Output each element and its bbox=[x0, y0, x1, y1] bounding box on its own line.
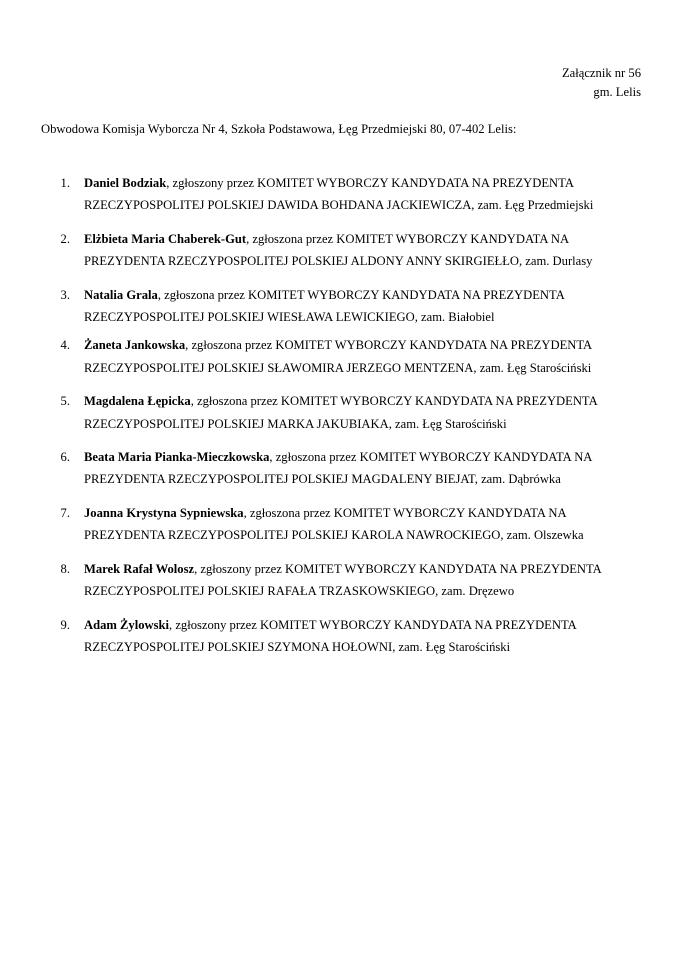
list-item-number: 9. bbox=[60, 617, 70, 632]
list-item-body bbox=[84, 172, 643, 217]
candidate-details: , zgłoszona przez KOMITET WYBORCZY KANDYDATA NA PREZYDENTA RZECZYPOSPOLITEJ POLSKIEJ WIESŁAWA LEWICKIEGO, zam. Białobiel bbox=[84, 287, 565, 325]
document-header bbox=[562, 64, 641, 102]
candidate-details: , zgłoszona przez KOMITET WYBORCZY KANDYDATA NA PREZYDENTA RZECZYPOSPOLITEJ POLSKIEJ KAROLA NAWROCKIEGO, zam. Olszewka bbox=[84, 505, 584, 543]
candidate-details: , zgłoszony przez KOMITET WYBORCZY KANDYDATA NA PREZYDENTA RZECZYPOSPOLITEJ POLSKIEJ SZYMONA HOŁOWNI, zam. Łęg Starościński bbox=[84, 617, 577, 654]
list-item bbox=[41, 390, 643, 435]
list-item-number: 4. bbox=[60, 338, 70, 353]
candidate-name: Marek Rafał Wolosz bbox=[84, 561, 195, 576]
candidate-details: , zgłoszona przez KOMITET WYBORCZY KANDYDATA NA PREZYDENTA RZECZYPOSPOLITEJ POLSKIEJ SŁAWOMIRA JERZEGO MENTZENA, zam. Łęg Starościński bbox=[84, 338, 592, 375]
candidate-name: Magdalena Łępicka bbox=[84, 394, 191, 409]
list-item-number: 7. bbox=[60, 505, 70, 520]
candidate-name: Joanna Krystyna Sypniewska bbox=[84, 505, 244, 520]
list-item-body bbox=[84, 502, 643, 547]
candidate-list bbox=[41, 172, 643, 664]
candidate-details: , zgłoszona przez KOMITET WYBORCZY KANDYDATA NA PREZYDENTA RZECZYPOSPOLITEJ POLSKIEJ MARKA JAKUBIAKA, zam. Łęg Starościński bbox=[84, 394, 598, 431]
attachment-number: Załącznik nr 56 bbox=[561, 66, 641, 80]
candidate-details: , zgłoszona przez KOMITET WYBORCZY KANDYDATA NA PREZYDENTA RZECZYPOSPOLITEJ POLSKIEJ MAGDALENY BIEJAT, zam. Dąbrówka bbox=[84, 450, 592, 487]
list-item-number: 1. bbox=[60, 176, 70, 190]
list-item bbox=[41, 614, 643, 659]
candidate-name: Żaneta Jankowska bbox=[84, 338, 186, 353]
list-item bbox=[41, 502, 643, 547]
list-item bbox=[41, 172, 643, 217]
candidate-details: , zgłoszony przez KOMITET WYBORCZY KANDYDATA NA PREZYDENTA RZECZYPOSPOLITEJ POLSKIEJ DAWIDA BOHDANA JACKIEWICZA, zam. Łęg Przedmiejski bbox=[84, 176, 594, 213]
candidate-details: , zgłoszona przez KOMITET WYBORCZY KANDYDATA NA PREZYDENTA RZECZYPOSPOLITEJ POLSKIEJ ALDONY ANNY SKIRGIEŁŁO, zam. Durlasy bbox=[84, 231, 593, 269]
candidate-name: Natalia Grala bbox=[84, 287, 158, 302]
list-item-number: 5. bbox=[60, 394, 70, 409]
list-item-body bbox=[84, 334, 643, 379]
list-item-body bbox=[84, 558, 643, 603]
list-item bbox=[41, 228, 643, 273]
list-item-number: 6. bbox=[60, 450, 70, 465]
list-item-body bbox=[84, 446, 643, 491]
candidate-name: Beata Maria Pianka-Mieczkowska bbox=[84, 450, 270, 465]
candidate-name: Elżbieta Maria Chaberek-Gut bbox=[84, 231, 247, 246]
commission-heading: Obwodowa Komisja Wyborcza Nr 4, Szkoła Podstawowa, Łęg Przedmiejski 80, 07-402 Lelis: bbox=[41, 122, 517, 136]
municipality-name: gm. Lelis bbox=[593, 85, 641, 99]
list-item-number: 3. bbox=[60, 287, 70, 302]
list-item-body bbox=[84, 614, 643, 659]
candidate-details: , zgłoszony przez KOMITET WYBORCZY KANDYDATA NA PREZYDENTA RZECZYPOSPOLITEJ POLSKIEJ RAFAŁA TRZASKOWSKIEGO, zam. Dręzewo bbox=[84, 561, 602, 599]
candidate-name: Adam Żylowski bbox=[84, 617, 170, 632]
list-item bbox=[41, 284, 643, 329]
list-item-number: 2. bbox=[60, 231, 70, 246]
list-item-body bbox=[84, 390, 643, 435]
list-item bbox=[41, 446, 643, 491]
list-item bbox=[41, 558, 643, 603]
list-item-body bbox=[84, 228, 643, 273]
candidate-name: Daniel Bodziak bbox=[84, 176, 167, 190]
list-item bbox=[41, 334, 643, 379]
list-item-number: 8. bbox=[60, 561, 70, 576]
list-item-body bbox=[84, 284, 643, 329]
